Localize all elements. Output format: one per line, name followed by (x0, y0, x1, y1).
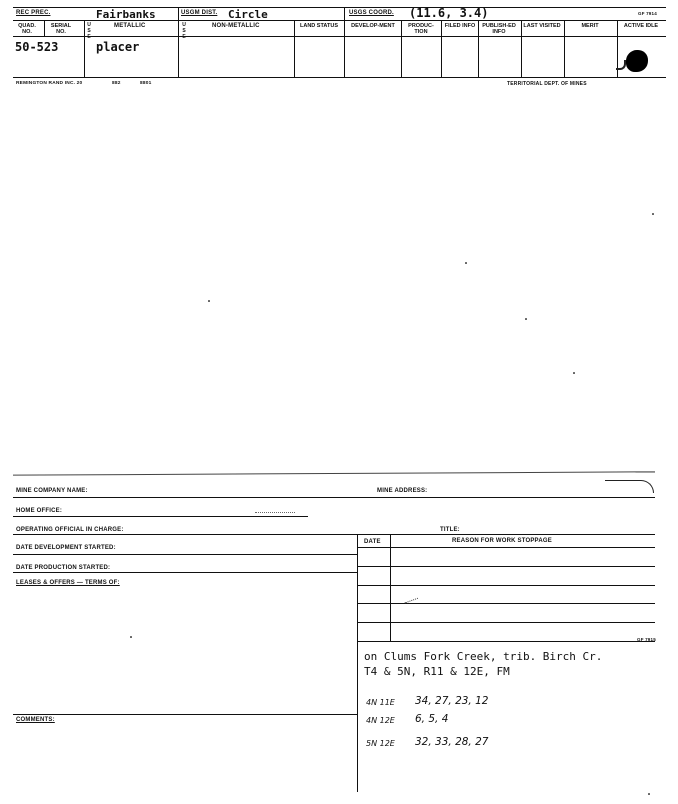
department-imprint: TERRITORIAL DEPT. OF MINES (507, 81, 587, 87)
col-merit: MERIT (581, 23, 599, 29)
leases-label: LEASES & OFFERS — TERMS OF: (16, 580, 120, 586)
col-quad-no: QUAD. NO. (18, 23, 36, 35)
usgs-coord-label: USGS COORD. (349, 10, 394, 16)
col-nonmetallic-use: U S E (182, 22, 186, 40)
mine-address-label: MINE ADDRESS: (377, 488, 428, 494)
rec-prec-label: REC PREC. (16, 10, 51, 16)
col-land-status: LAND STATUS (300, 23, 338, 29)
date-col-label: DATE (364, 539, 381, 545)
hand-twp-1: 4N 11E (366, 698, 395, 707)
col-production: PRODUC-TION (408, 23, 434, 35)
hand-twp-2: 4N 12E (366, 716, 395, 725)
hand-sections-2: 6, 5, 4 (415, 713, 449, 725)
form-number-bottom: GF 7915 (637, 637, 656, 642)
hand-twp-3: 5N 12E (366, 739, 395, 748)
metallic-value: placer (96, 40, 140, 54)
usgm-dist-value: Circle (228, 8, 268, 21)
col-development: DEVELOP-MENT (351, 23, 395, 29)
col-metallic-use: U S E (87, 22, 91, 40)
printer-code-1: 882 (112, 81, 121, 86)
date-prod-started-label: DATE PRODUCTION STARTED: (16, 565, 111, 571)
col-serial-no: SERIAL NO. (50, 23, 72, 35)
col-published-info: PUBLISH-ED INFO (482, 23, 516, 35)
col-active-idle: ACTIVE IDLE (623, 23, 659, 29)
comments-label: COMMENTS: (16, 717, 55, 723)
printer-imprint: REMINGTON RAND INC. 20 (16, 81, 83, 86)
home-office-label: HOME OFFICE: (16, 508, 63, 514)
typed-note-line-1: on Clums Fork Creek, trib. Birch Cr. (364, 650, 603, 663)
col-last-visited: LAST VISITED (523, 23, 561, 29)
hand-sections-3: 32, 33, 28, 27 (415, 736, 489, 748)
col-nonmetallic: NON-METALLIC (212, 23, 260, 29)
check-mark (616, 60, 626, 70)
active-idle-mark (626, 50, 648, 72)
quad-serial-value: 50-523 (15, 40, 59, 54)
col-filed-info: FILED INFO (444, 23, 476, 29)
usgs-coord-value: (11.6, 3.4) (409, 6, 489, 20)
rec-prec-value: Fairbanks (96, 8, 156, 21)
usgm-dist-label: USGM DIST. (181, 10, 218, 16)
title-label: TITLE: (440, 527, 460, 533)
hand-sections-1: 34, 27, 23, 12 (415, 695, 489, 707)
mine-company-name-label: MINE COMPANY NAME: (16, 488, 88, 494)
printer-code-2: 8801 (140, 81, 152, 86)
date-dev-started-label: DATE DEVELOPMENT STARTED: (16, 545, 116, 551)
operating-official-label: OPERATING OFFICIAL IN CHARGE: (16, 527, 124, 533)
typed-note-line-2: T4 & 5N, R11 & 12E, FM (364, 665, 510, 678)
col-metallic: METALLIC (114, 23, 146, 29)
form-number-top: GF 7914 (638, 11, 657, 16)
reason-col-label: REASON FOR WORK STOPPAGE (452, 538, 552, 544)
